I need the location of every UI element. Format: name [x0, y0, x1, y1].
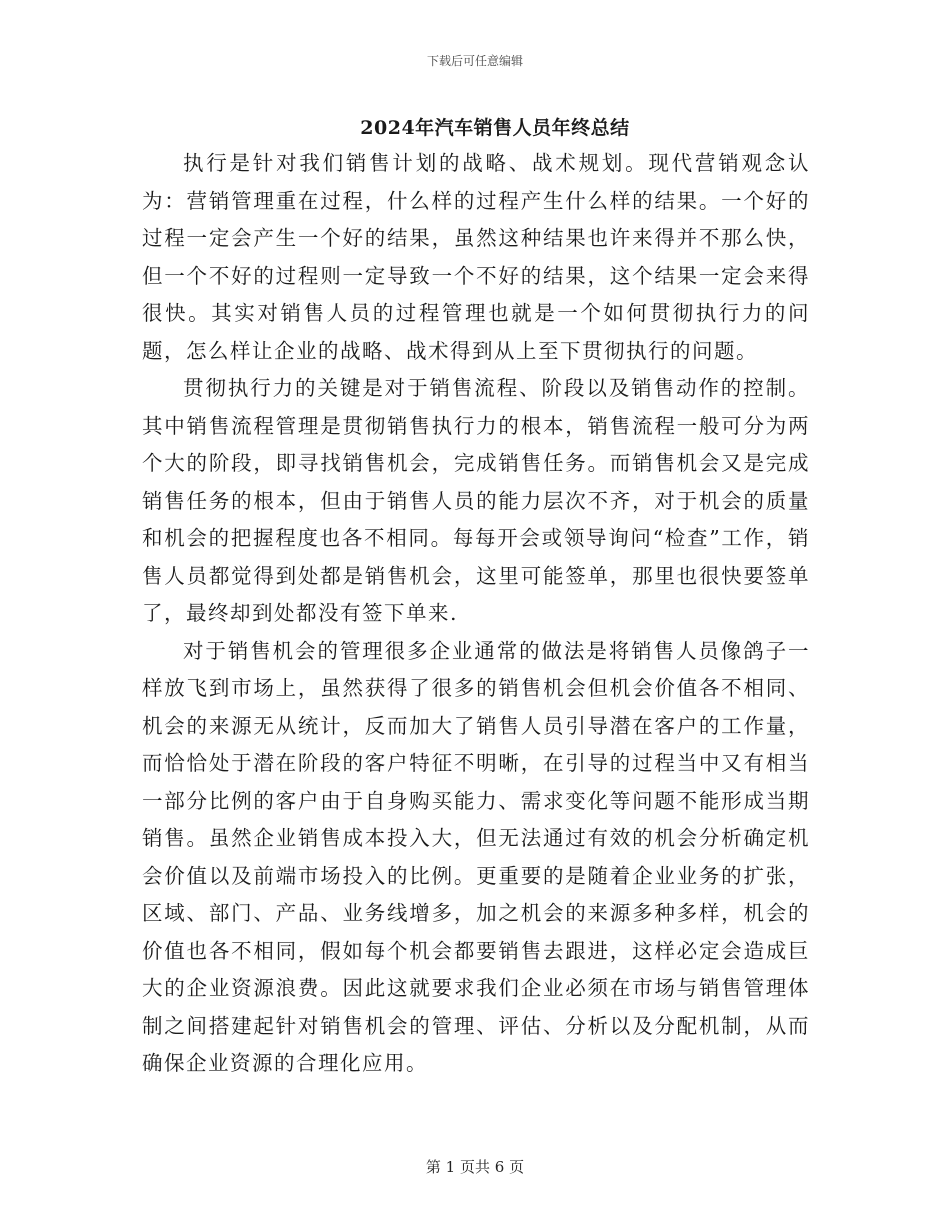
body-paragraph: 执行是针对我们销售计划的战略、战术规划。现代营销观念认为：营销管理重在过程，什么样的过程产生什么样的结果。一个好的过程一定会产生一个好的结果，虽然这种结果也许来得并不那么快，但一个不好的过程则一定导致一个不好的结果，这个结果一定会来得很快。其实对销售人员的过程管理也就是一个如何贯彻执行力的问题，怎么样让企业的战略、战术得到从上至下贯彻执行的问题。	[142, 151, 810, 363]
page-number: 第 1 页共 6 页	[425, 1158, 525, 1176]
body-paragraph: 对于销售机会的管理很多企业通常的做法是将销售人员像鸽子一样放飞到市场上，虽然获得了很多的销售机会但机会价值各不相同、机会的来源无从统计，反而加大了销售人员引导潜在客户的工作量，而恰恰处于潜在阶段的客户特征不明晰，在引导的过程当中又有相当一部分比例的客户由于自身购买能力、需求变化等问题不能形成当期销售。虽然企业销售成本投入大，但无法通过有效的机会分析确定机会价值以及前端市场投入的比例。更重要的是随着企业业务的扩张，区域、部门、产品、业务线增多，加之机会的来源多种多样，机会的价值也各不相同，假如每个机会都要销售去跟进，这样必定会造成巨大的企业资源浪费。因此这就要求我们企业必须在市场与销售管理体制之间搭建起针对销售机会的管理、评估、分析以及分配机制，从而确保企业资源的合理化应用。	[142, 638, 810, 1075]
body-paragraph: 贯彻执行力的关键是对于销售流程、阶段以及销售动作的控制。其中销售流程管理是贯彻销售执行力的根本，销售流程一般可分为两个大的阶段，即寻找销售机会，完成销售任务。而销售机会又是完成销售任务的根本，但由于销售人员的能力层次不齐，对于机会的质量和机会的把握程度也各不相同。每每开会或领导询问“检查”工作，销售人员都觉得到处都是销售机会，这里可能签单，那里也很快要签单了，最终却到处都没有签下单来.	[142, 376, 810, 625]
document-title: 2024年汽车销售人员年终总结	[360, 117, 630, 139]
page-header-note: 下载后可任意编辑	[426, 54, 523, 68]
document-body	[142, 145, 810, 1083]
